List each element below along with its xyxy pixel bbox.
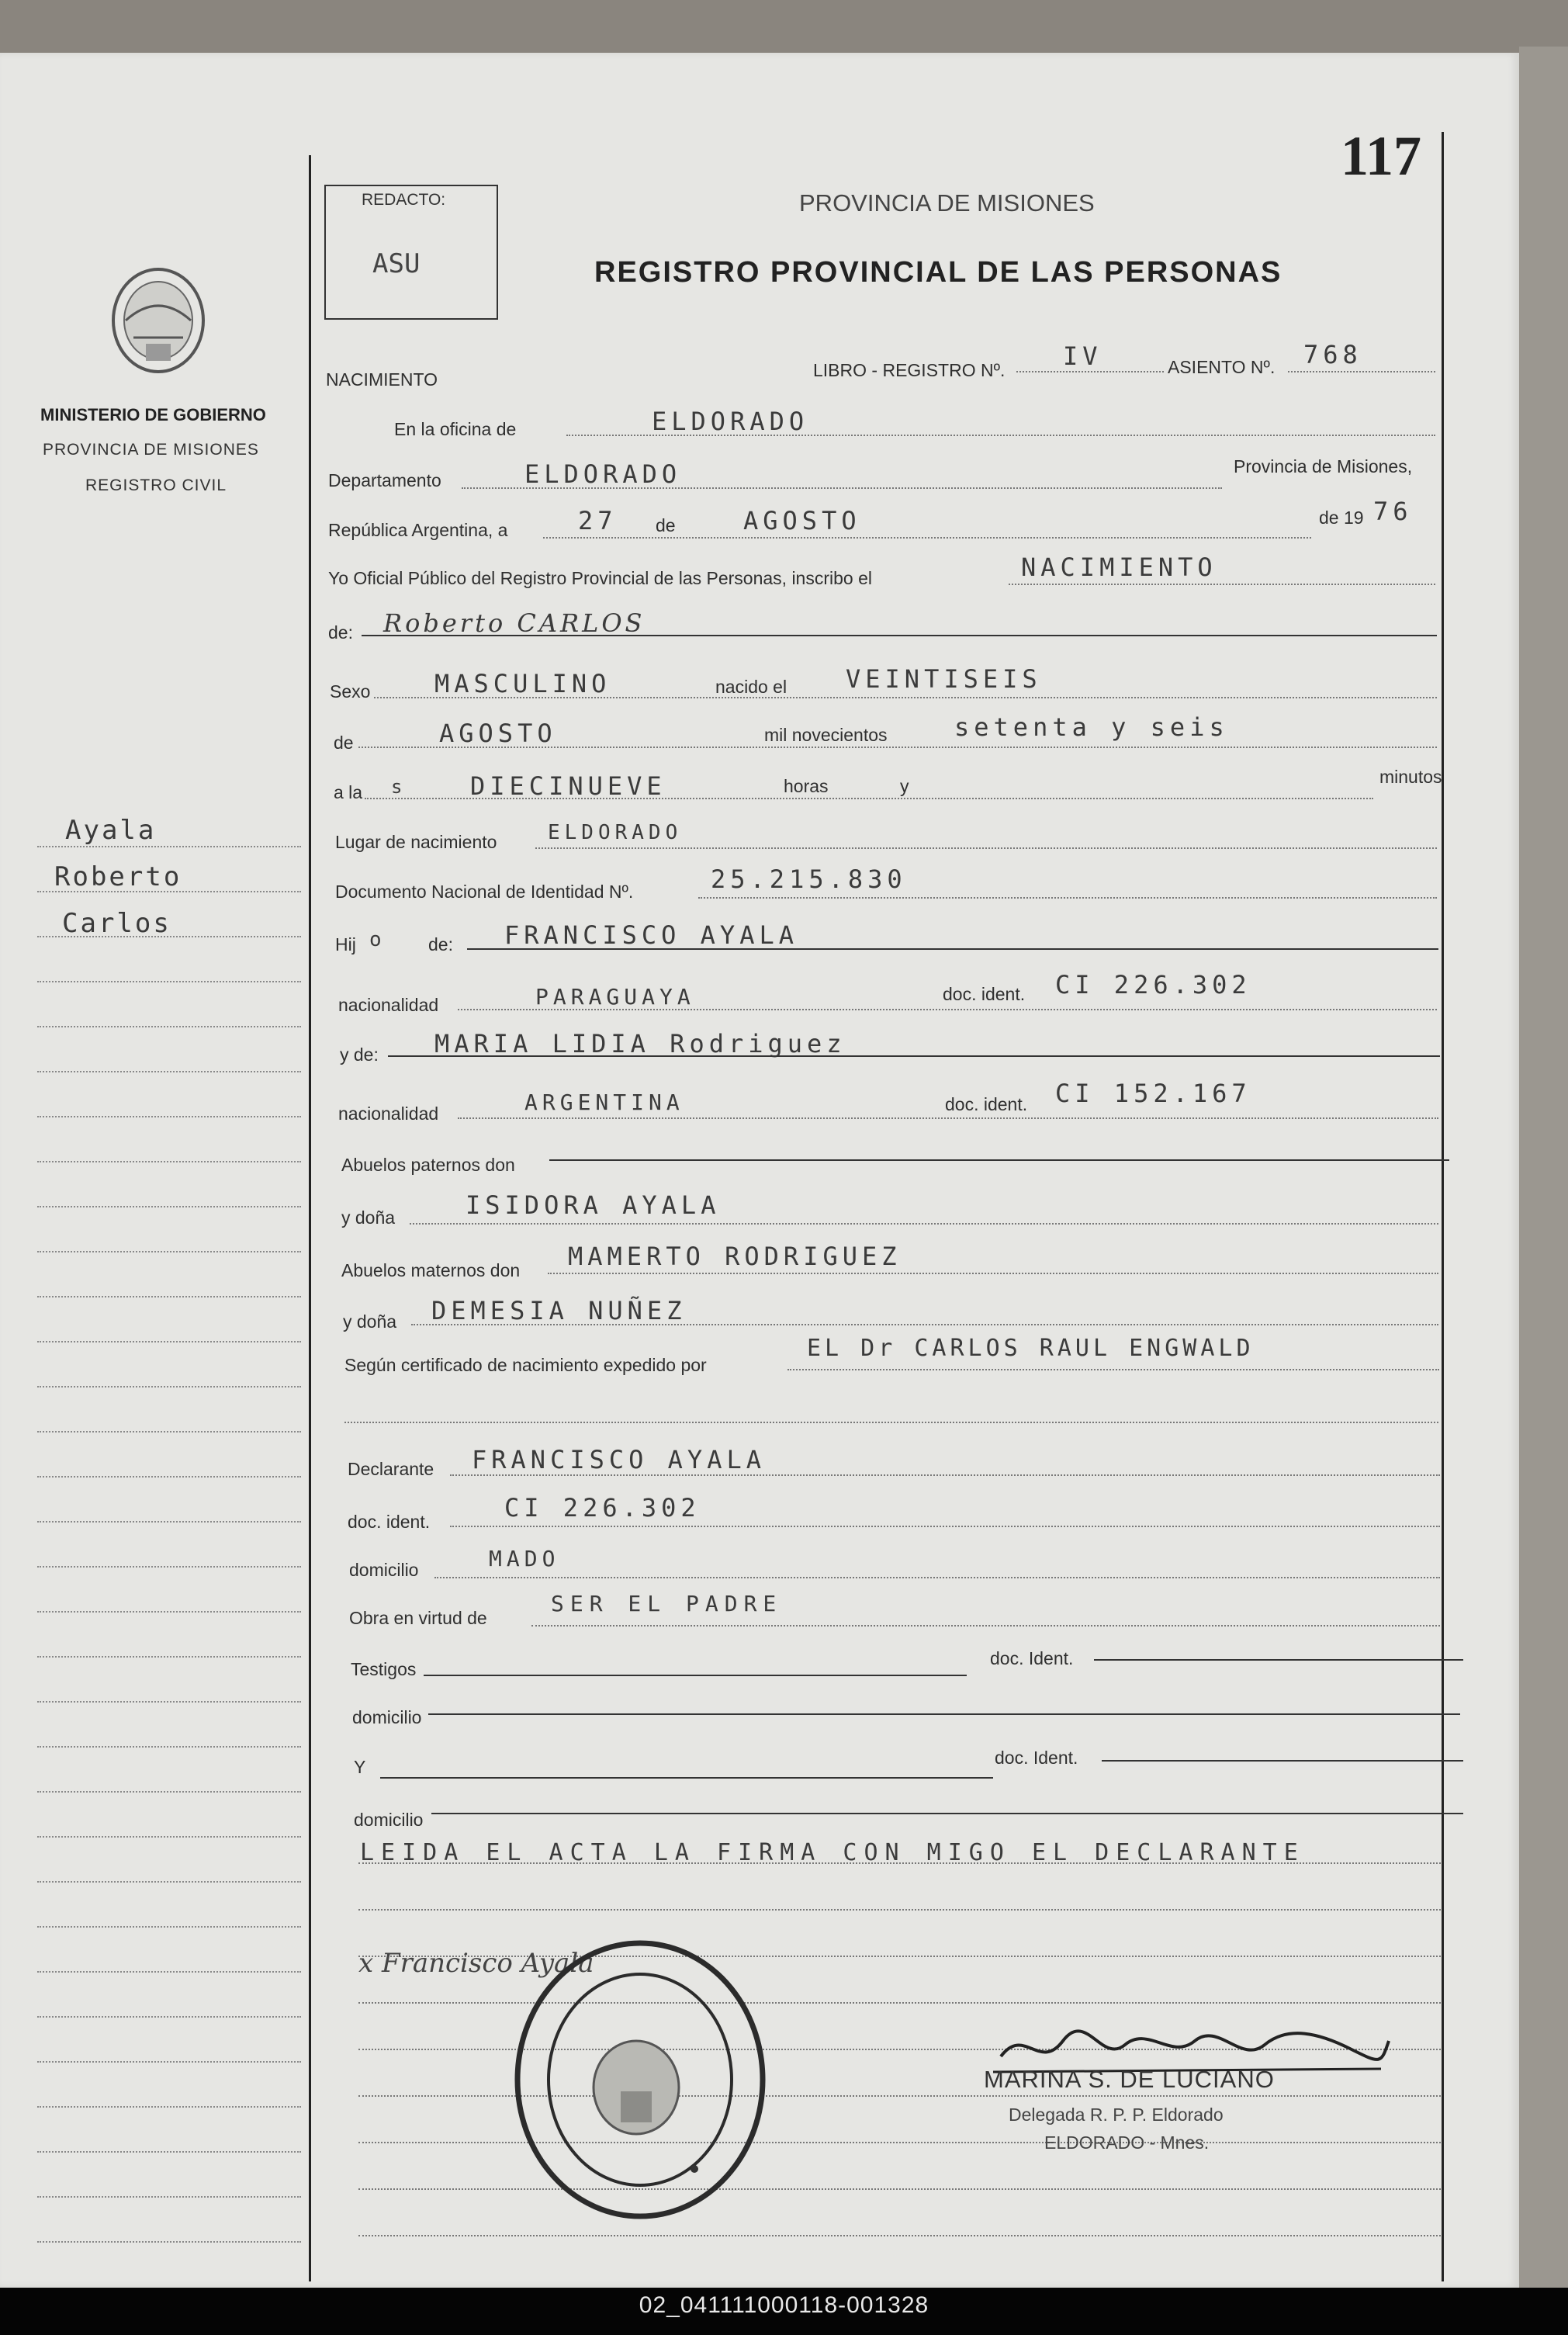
obra-line — [531, 1625, 1440, 1627]
margin-ruled-line — [37, 1926, 301, 1928]
madre-value: MARIA LIDIA Rodriguez — [434, 1029, 846, 1058]
doc2-value: CI 152.167 — [1055, 1079, 1251, 1108]
margin-ruled-line — [37, 1026, 301, 1027]
nac2-line — [458, 1117, 1438, 1119]
nacimiento-label: NACIMIENTO — [326, 369, 438, 390]
doc1-label: doc. ident. — [943, 984, 1026, 1004]
oficial-text: Yo Oficial Público del Registro Provincial de las Personas, inscribo el — [328, 568, 872, 588]
margin-ruled-line — [37, 1296, 301, 1297]
declarante-label: Declarante — [348, 1459, 434, 1479]
margin-ruled-line — [37, 1881, 301, 1883]
official-stamp-seal — [512, 1936, 776, 2227]
oficina-value: ELDORADO — [652, 407, 809, 436]
ydona2-label: y doña — [343, 1311, 397, 1332]
nac1-label: nacionalidad — [338, 995, 439, 1015]
lower-ruled-line — [358, 1862, 1441, 1864]
dom2-line — [428, 1713, 1460, 1715]
margin-ruled-line — [37, 1431, 301, 1433]
departamento-label: Departamento — [328, 470, 441, 490]
page-number: 117 — [1341, 125, 1422, 187]
obra-label: Obra en virtud de — [349, 1608, 487, 1628]
abuelos-p-line — [549, 1159, 1449, 1161]
abuelos-m-line — [548, 1273, 1438, 1274]
doct2-line — [1102, 1760, 1463, 1762]
ministry-civil: REGISTRO CIVIL — [85, 476, 227, 494]
margin-ruled-line — [37, 2151, 301, 2153]
margin-firstname: Roberto — [54, 861, 182, 892]
dni-value: 25.215.830 — [711, 864, 907, 894]
segun-line-2 — [344, 1422, 1438, 1423]
mil-label: mil novecientos — [764, 725, 888, 745]
dni-label: Documento Nacional de Identidad Nº. — [335, 882, 634, 902]
margin-ruled-line — [37, 1971, 301, 1973]
dom2-label: domicilio — [352, 1707, 422, 1727]
departamento-value: ELDORADO — [524, 459, 682, 489]
de-nombre-label: de: — [328, 622, 353, 643]
y-label: y — [900, 776, 909, 796]
dni-line — [698, 897, 1437, 899]
nacido-label: nacido el — [715, 677, 787, 697]
margin-ruled-line — [37, 1701, 301, 1703]
doc2-label: doc. ident. — [945, 1094, 1028, 1114]
abuelos-p-label: Abuelos paternos don — [341, 1155, 515, 1175]
declarante-line — [450, 1474, 1440, 1476]
docd-line — [450, 1526, 1440, 1527]
margin-ruled-line — [37, 1116, 301, 1117]
ydona1-value: ISIDORA AYALA — [466, 1190, 721, 1220]
domicilio-label: domicilio — [349, 1560, 419, 1580]
margin-ruled-line — [37, 2061, 301, 2063]
doct1-label: doc. Ident. — [990, 1648, 1074, 1668]
ministry-province: PROVINCIA DE MISIONES — [43, 441, 259, 459]
anio-value: 76 — [1373, 497, 1413, 526]
hijo-suffix: o — [369, 928, 386, 951]
horas-value: DIECINUEVE — [470, 771, 666, 801]
mes-value: AGOSTO — [743, 506, 861, 535]
domicilio-value: MADO — [489, 1546, 560, 1571]
docd-value: CI 226.302 — [504, 1493, 701, 1523]
padre-value: FRANCISCO AYALA — [504, 920, 798, 950]
margin-ruled-line — [37, 1341, 301, 1342]
footer-code: 02_041111000118-001328 — [639, 2292, 929, 2318]
segun-value: EL Dr CARLOS RAUL ENGWALD — [807, 1335, 1255, 1362]
mes2-value: AGOSTO — [439, 719, 557, 748]
nac2-value: ARGENTINA — [524, 1090, 684, 1115]
ministry-title: MINISTERIO DE GOBIERNO — [40, 405, 266, 424]
header-registry: REGISTRO PROVINCIAL DE LAS PERSONAS — [594, 256, 1282, 289]
lower-ruled-line — [358, 1909, 1441, 1911]
departamento-line — [462, 487, 1222, 489]
ala-label: a la — [334, 782, 363, 802]
obra-value: SER EL PADRE — [551, 1591, 783, 1616]
margin-ruled-line — [37, 1476, 301, 1478]
redacto-label: REDACTO: — [362, 191, 446, 209]
coat-of-arms-icon — [102, 260, 215, 388]
right-frame-line — [1442, 132, 1444, 2281]
sexo-label: Sexo — [330, 681, 371, 702]
doc1-value: CI 226.302 — [1055, 970, 1251, 999]
margin-ruled-line — [37, 1206, 301, 1207]
abuelos-m-label: Abuelos maternos don — [341, 1260, 521, 1280]
margin-surname: Ayala — [65, 815, 157, 846]
page-edge-shadow — [1519, 47, 1568, 2297]
lugar-line — [535, 847, 1437, 849]
domicilio-line — [434, 1577, 1440, 1578]
margin-ruled-line — [37, 1251, 301, 1252]
margin-ruled-line — [37, 1386, 301, 1387]
official-role: Delegada R. P. P. Eldorado — [1009, 2105, 1224, 2125]
asiento-value: 768 — [1303, 340, 1362, 369]
segun-label: Según certificado de nacimiento expedido por — [344, 1355, 707, 1375]
madre-line — [388, 1055, 1440, 1057]
margin-ruled-line — [37, 1566, 301, 1568]
margin-ruled-line — [37, 1521, 301, 1523]
ydona2-line — [411, 1324, 1438, 1325]
minutos-label: minutos — [1379, 767, 1442, 787]
margin-ruled-line — [37, 1611, 301, 1613]
official-place: ELDORADO - Mnes. — [1044, 2132, 1210, 2153]
declarante-value: FRANCISCO AYALA — [472, 1445, 766, 1474]
margin-ruled-line — [37, 1071, 301, 1072]
provincia-misiones-label: Provincia de Misiones, — [1234, 456, 1413, 476]
official-name: MARINA S. DE LUCIANO — [984, 2066, 1275, 2093]
declarant-signature: x Francisco Ayala — [358, 1948, 594, 1979]
dom3-label: domicilio — [354, 1810, 424, 1830]
horas-line — [365, 798, 1373, 799]
dia-value: 27 — [578, 506, 618, 535]
hijo-label: Hij — [335, 934, 356, 954]
nombre-value: Roberto CARLOS — [383, 608, 646, 638]
left-frame-line — [309, 155, 311, 2281]
leida-text: LEIDA EL ACTA LA FIRMA CON MIGO EL DECLARANTE — [360, 1839, 1305, 1866]
asiento-label: ASIENTO Nº. — [1168, 357, 1276, 377]
nac2-label: nacionalidad — [338, 1103, 439, 1124]
testigos-line — [424, 1675, 967, 1676]
header-province: PROVINCIA DE MISIONES — [799, 189, 1095, 217]
inscribo-value: NACIMIENTO — [1021, 553, 1217, 582]
margin-ruled-line — [37, 1746, 301, 1748]
anio-label: de 19 — [1319, 508, 1364, 528]
nombre-line — [362, 635, 1437, 636]
lugar-label: Lugar de nacimiento — [335, 832, 497, 852]
margin-ruled-line — [37, 2016, 301, 2018]
doct2-label: doc. Ident. — [995, 1748, 1078, 1768]
ydona2-value: DEMESIA NUÑEZ — [431, 1296, 687, 1325]
inscribo-line — [1009, 584, 1435, 585]
margin-ruled-line — [37, 1791, 301, 1793]
ydona1-label: y doña — [341, 1207, 396, 1228]
segun-line — [787, 1369, 1439, 1370]
y2-label: Y — [354, 1757, 366, 1777]
mil-value: setenta y seis — [954, 712, 1229, 742]
libro-label: LIBRO - REGISTRO Nº. — [813, 360, 1006, 380]
margin-ruled-line — [37, 1836, 301, 1838]
margin-ruled-line — [37, 2196, 301, 2198]
asiento-line — [1288, 371, 1435, 372]
sexo-value: MASCULINO — [434, 669, 611, 698]
oficina-label: En la oficina de — [394, 419, 517, 439]
lower-ruled-line — [358, 2235, 1441, 2236]
lugar-value: ELDORADO — [548, 821, 683, 844]
margin-ruled-line — [37, 846, 301, 847]
nac1-line — [458, 1009, 1437, 1010]
fecha-line — [543, 537, 1311, 539]
y2-line — [380, 1777, 993, 1779]
libro-line — [1016, 371, 1164, 372]
margin-ruled-line — [37, 891, 301, 892]
margin-ruled-line — [37, 2106, 301, 2108]
de2-label: de — [334, 733, 354, 753]
horas-label: horas — [784, 776, 829, 796]
yde-label: y de: — [340, 1045, 379, 1065]
ydona1-line — [410, 1223, 1438, 1225]
oficina-line — [566, 435, 1435, 436]
abuelos-m-value: MAMERTO RODRIGUEZ — [568, 1242, 902, 1271]
margin-ruled-line — [37, 981, 301, 982]
doct1-line — [1094, 1659, 1463, 1661]
de-label: de — [656, 515, 676, 535]
margin-ruled-line — [37, 1656, 301, 1658]
mil-line — [358, 747, 1437, 748]
testigos-label: Testigos — [351, 1659, 417, 1679]
republica-label: República Argentina, a — [328, 520, 508, 540]
nac1-value: PARAGUAYA — [535, 984, 695, 1010]
docd-label: doc. ident. — [348, 1512, 431, 1532]
redacto-value: ASU — [372, 248, 421, 279]
margin-middlename: Carlos — [62, 908, 171, 939]
margin-ruled-line — [37, 936, 301, 937]
hijo-de-label: de: — [428, 934, 453, 954]
sexo-line — [374, 697, 1437, 698]
margin-ruled-line — [37, 1161, 301, 1162]
padre-line — [467, 948, 1438, 950]
ala-suffix: s — [391, 776, 407, 798]
libro-value: IV — [1063, 341, 1102, 371]
nacido-value: VEINTISEIS — [846, 664, 1042, 694]
background-cloth — [0, 0, 1568, 54]
margin-ruled-line — [37, 2241, 301, 2243]
dom3-line — [431, 1813, 1463, 1814]
